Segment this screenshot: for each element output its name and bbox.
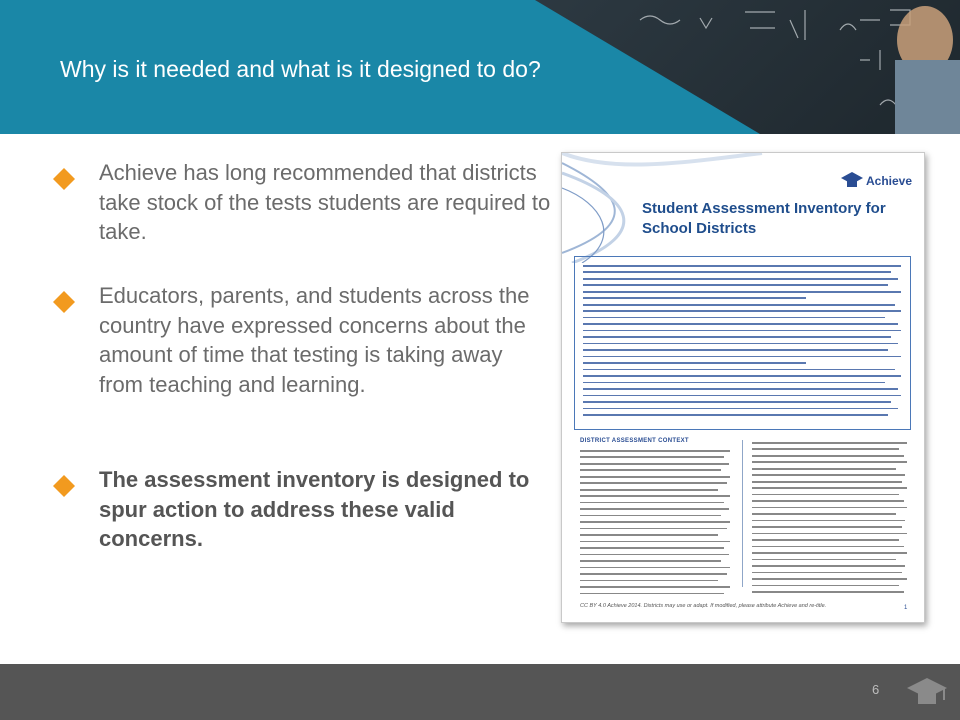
text-line	[583, 291, 901, 293]
graduation-cap-icon	[840, 169, 864, 193]
text-line	[583, 271, 891, 273]
text-line	[752, 559, 896, 561]
text-line	[580, 593, 724, 595]
text-line	[752, 546, 904, 548]
text-line	[580, 580, 718, 582]
text-line	[580, 547, 724, 549]
text-line	[583, 375, 901, 377]
text-line	[752, 539, 899, 541]
text-line	[752, 455, 904, 457]
text-line	[583, 330, 901, 332]
text-line	[752, 507, 907, 509]
bullet-item-3	[52, 465, 552, 554]
text-line	[752, 526, 902, 528]
text-line	[583, 265, 901, 267]
section-heading: DISTRICT ASSESSMENT CONTEXT	[580, 438, 689, 444]
text-line	[580, 515, 721, 517]
text-line	[752, 481, 902, 483]
text-line	[752, 572, 902, 574]
text-line	[580, 560, 721, 562]
text-line	[583, 336, 891, 338]
text-line	[580, 508, 729, 510]
text-line	[752, 591, 904, 593]
document-page-number: 1	[904, 605, 908, 611]
text-line	[583, 349, 888, 351]
bullet-text: Achieve has long recommended that districts take stock of the tests students are required to take.	[99, 160, 551, 244]
text-line	[580, 528, 727, 530]
text-line	[580, 482, 727, 484]
text-line	[752, 552, 907, 554]
slide-title: Why is it needed and what is it designed to do?	[60, 56, 541, 82]
text-line	[752, 500, 904, 502]
document-title: Student Assessment Inventory for School Districts	[642, 200, 886, 237]
diamond-bullet-icon	[52, 474, 76, 498]
text-line	[583, 310, 901, 312]
text-line	[583, 388, 898, 390]
text-line	[583, 401, 891, 403]
text-line	[583, 362, 806, 364]
text-line	[583, 323, 898, 325]
text-line	[752, 565, 905, 567]
text-line	[583, 343, 898, 345]
text-line	[580, 456, 724, 458]
text-line	[580, 476, 730, 478]
text-line	[580, 502, 724, 504]
bullet-text: The assessment inventory is designed to spur action to address these valid concerns.	[99, 467, 530, 551]
text-line	[752, 578, 907, 580]
slide-page-number: 6	[872, 682, 880, 697]
text-line	[583, 297, 806, 299]
text-line	[580, 534, 718, 536]
header-banner	[0, 0, 960, 134]
intro-paragraph-lines	[583, 265, 901, 421]
achieve-logo	[840, 169, 918, 195]
text-line	[752, 513, 896, 515]
text-line	[752, 487, 907, 489]
text-line	[580, 521, 730, 523]
text-line	[583, 382, 885, 384]
bullet-item-2	[52, 281, 552, 399]
text-line	[752, 442, 907, 444]
diamond-bullet-icon	[52, 167, 76, 191]
text-line	[580, 450, 730, 452]
graduation-cap-icon	[905, 670, 949, 714]
text-line	[752, 585, 899, 587]
text-line	[580, 469, 721, 471]
text-line	[580, 489, 718, 491]
document-footer-text: CC BY 4.0 Achieve 2014. Districts may use or adapt. If modified, please attribute Achieve and re-title.	[580, 603, 827, 609]
text-line	[752, 474, 905, 476]
diamond-bullet-icon	[52, 290, 76, 314]
text-line	[583, 284, 888, 286]
text-line	[583, 369, 895, 371]
left-column-lines	[580, 450, 730, 599]
bullet-text: Educators, parents, and students across the country have expressed concerns about the amount of time that testing is taking away from teaching and learning.	[99, 283, 530, 397]
text-line	[752, 448, 899, 450]
footer-bar	[0, 664, 960, 720]
text-line	[580, 573, 727, 575]
logo-text: Achieve	[866, 174, 913, 188]
text-line	[752, 461, 907, 463]
text-line	[580, 554, 729, 556]
text-line	[580, 463, 729, 465]
text-line	[752, 533, 907, 535]
text-line	[752, 520, 905, 522]
text-line	[583, 278, 898, 280]
text-line	[580, 495, 730, 497]
column-divider	[742, 440, 743, 587]
text-line	[580, 586, 730, 588]
text-line	[752, 494, 899, 496]
text-line	[583, 304, 895, 306]
text-line	[583, 408, 898, 410]
text-line	[583, 317, 885, 319]
text-line	[583, 414, 888, 416]
text-line	[580, 567, 730, 569]
document-thumbnail	[561, 152, 925, 623]
text-line	[752, 468, 896, 470]
text-line	[580, 541, 730, 543]
intro-box	[574, 256, 911, 430]
bullet-item-1	[52, 158, 552, 247]
text-line	[583, 356, 901, 358]
right-column-lines	[752, 442, 907, 598]
text-line	[583, 395, 901, 397]
